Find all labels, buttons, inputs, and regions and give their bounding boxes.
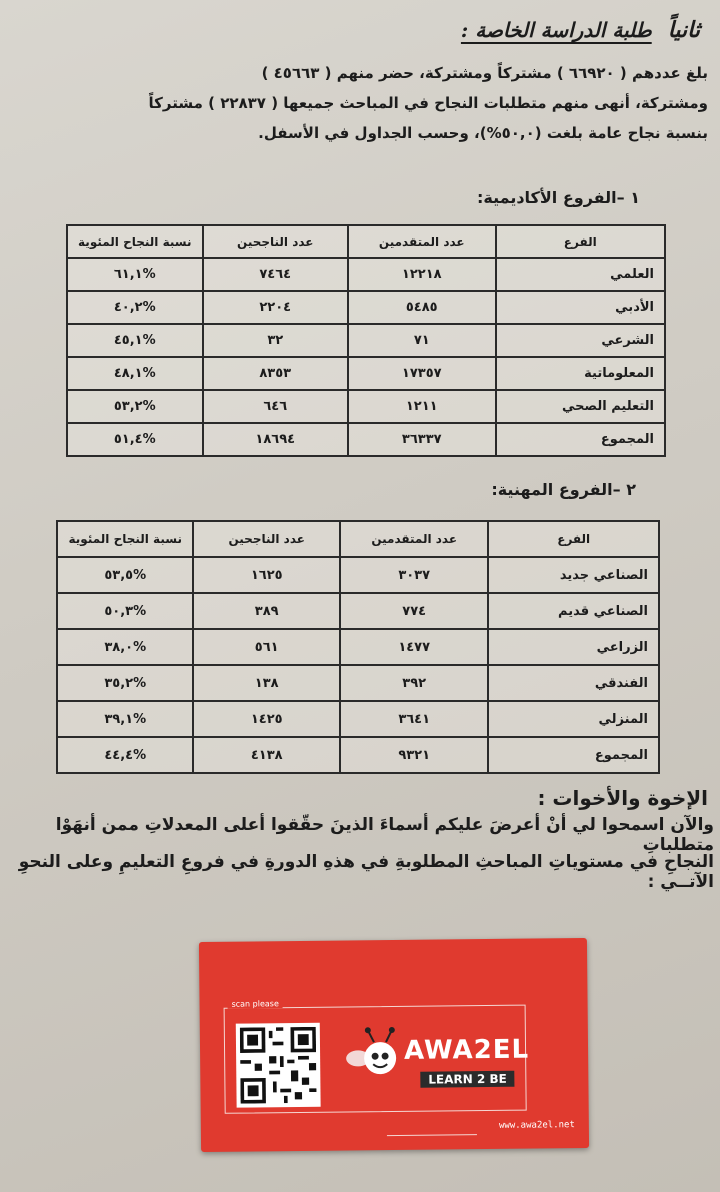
greeting-heading: الإخوة والأخوات : <box>537 786 708 810</box>
closing-line-2: النجاحِ في مستوياتِ المباحثِ المطلوبةِ في هذهِ الدورةِ في فروعِ التعليمِ وعلى النحوِ الآتــي : <box>18 852 714 892</box>
passed-cell: ٥٦١ <box>193 629 339 665</box>
section-heading <box>10 10 700 50</box>
header-rate: نسبة النجاح المئوية <box>67 225 203 258</box>
vocational-heading: ٢ –الفروع المهنية: <box>491 480 636 499</box>
header-applicants: عدد المتقدمين <box>348 225 496 258</box>
academic-heading: ١ –الفروع الأكاديمية: <box>476 188 640 207</box>
header-passed: عدد الناجحين <box>193 521 339 557</box>
section-number: ثانياً <box>667 17 700 43</box>
qr-code-icon <box>236 1023 321 1108</box>
table-header-row <box>57 521 659 557</box>
rate-cell: %٥١,٤ <box>67 423 203 456</box>
passed-cell: ٣٨٩ <box>193 593 339 629</box>
branch-cell: الأدبي <box>496 291 665 324</box>
branch-cell: الفندقي <box>488 665 659 701</box>
applicants-cell: ١٤٧٧ <box>340 629 488 665</box>
header-branch: الفرع <box>488 521 659 557</box>
brand-name: AWA2EL <box>403 1034 530 1066</box>
applicants-cell: ٥٤٨٥ <box>348 291 496 324</box>
header-rate: نسبة النجاح المئوية <box>57 521 193 557</box>
table-row <box>57 665 659 701</box>
passed-cell: ١٦٢٥ <box>193 557 339 593</box>
rate-cell: %٤٠,٢ <box>67 291 203 324</box>
rate-cell: %٤٨,١ <box>67 357 203 390</box>
branch-cell: المجموع <box>488 737 659 773</box>
table-row <box>67 390 665 423</box>
branch-cell: الشرعي <box>496 324 665 357</box>
total-row <box>57 737 659 773</box>
branch-cell: الصناعي قديم <box>488 593 659 629</box>
passed-cell: ١٤٢٥ <box>193 701 339 737</box>
passed-cell: ٤١٣٨ <box>193 737 339 773</box>
rate-cell: %٣٩,١ <box>57 701 193 737</box>
total-row <box>67 423 665 456</box>
table-row <box>57 557 659 593</box>
rate-cell: %٥٠,٣ <box>57 593 193 629</box>
passed-cell: ١٨٦٩٤ <box>203 423 348 456</box>
passed-cell: ١٣٨ <box>193 665 339 701</box>
rate-cell: %٣٨,٠ <box>57 629 193 665</box>
applicants-cell: ٣٦٤١ <box>340 701 488 737</box>
branch-cell: المجموع <box>496 423 665 456</box>
table-row <box>67 291 665 324</box>
awa2el-logo <box>344 1018 575 1110</box>
branch-cell: الصناعي جديد <box>488 557 659 593</box>
rate-cell: %٤٤,٤ <box>57 737 193 773</box>
section-title: طلبة الدراسة الخاصة : <box>460 18 652 42</box>
applicants-cell: ٣٦٣٣٧ <box>348 423 496 456</box>
passed-cell: ٢٢٠٤ <box>203 291 348 324</box>
branch-cell: المعلوماتية <box>496 357 665 390</box>
header-applicants: عدد المتقدمين <box>340 521 488 557</box>
table-row <box>67 357 665 390</box>
applicants-cell: ٧٧٤ <box>340 593 488 629</box>
rate-cell: %٤٥,١ <box>67 324 203 357</box>
applicants-cell: ٣٩٢ <box>340 665 488 701</box>
applicants-cell: ٩٣٢١ <box>340 737 488 773</box>
closing-line-1: والآن اسمحوا لي أنْ أعرضَ عليكم أسماءَ الذينَ حقّقوا أعلى المعدلاتِ ممن أنهَوْا متطلباتِ <box>55 815 714 855</box>
table-row <box>57 629 659 665</box>
vocational-table <box>56 520 660 774</box>
branch-cell: التعليم الصحي <box>496 390 665 423</box>
rate-cell: %٦١,١ <box>67 258 203 291</box>
divider <box>387 1134 477 1136</box>
awa2el-card <box>199 938 589 1152</box>
scan-label: scan please <box>228 999 283 1009</box>
academic-table <box>66 224 666 457</box>
intro-line-2: ومشتركة، أنهى منهم متطلبات النجاح في المباحث جميعها ( ٢٢٨٣٧ ) مشتركاً <box>148 94 708 112</box>
intro-line-3: بنسبة نجاح عامة بلغت (٥٠,٠%)، وحسب الجداول في الأسفل. <box>258 124 708 142</box>
rate-cell: %٥٣,٥ <box>57 557 193 593</box>
table-header-row <box>67 225 665 258</box>
brand-slogan: LEARN 2 BE <box>420 1071 515 1088</box>
header-passed: عدد الناجحين <box>203 225 348 258</box>
header-branch: الفرع <box>496 225 665 258</box>
table-row <box>67 324 665 357</box>
website-link[interactable]: www.awa2el.net <box>498 1120 575 1131</box>
rate-cell: %٥٣,٢ <box>67 390 203 423</box>
passed-cell: ٨٣٥٣ <box>203 357 348 390</box>
applicants-cell: ١٢٢١٨ <box>348 258 496 291</box>
branch-cell: المنزلي <box>488 701 659 737</box>
table-row <box>57 593 659 629</box>
branch-cell: العلمي <box>496 258 665 291</box>
passed-cell: ٧٤٦٤ <box>203 258 348 291</box>
passed-cell: ٦٤٦ <box>203 390 348 423</box>
applicants-cell: ٧١ <box>348 324 496 357</box>
applicants-cell: ٣٠٣٧ <box>340 557 488 593</box>
applicants-cell: ١٧٣٥٧ <box>348 357 496 390</box>
intro-line-1: بلغ عددهم ( ٦٦٩٢٠ ) مشتركاً ومشتركة، حضر منهم ( ٤٥٦٦٣ ) <box>261 64 708 82</box>
bee-mascot-icon <box>344 1024 405 1095</box>
passed-cell: ٣٢ <box>203 324 348 357</box>
branch-cell: الزراعي <box>488 629 659 665</box>
table-row <box>67 258 665 291</box>
table-row <box>57 701 659 737</box>
applicants-cell: ١٢١١ <box>348 390 496 423</box>
rate-cell: %٣٥,٢ <box>57 665 193 701</box>
